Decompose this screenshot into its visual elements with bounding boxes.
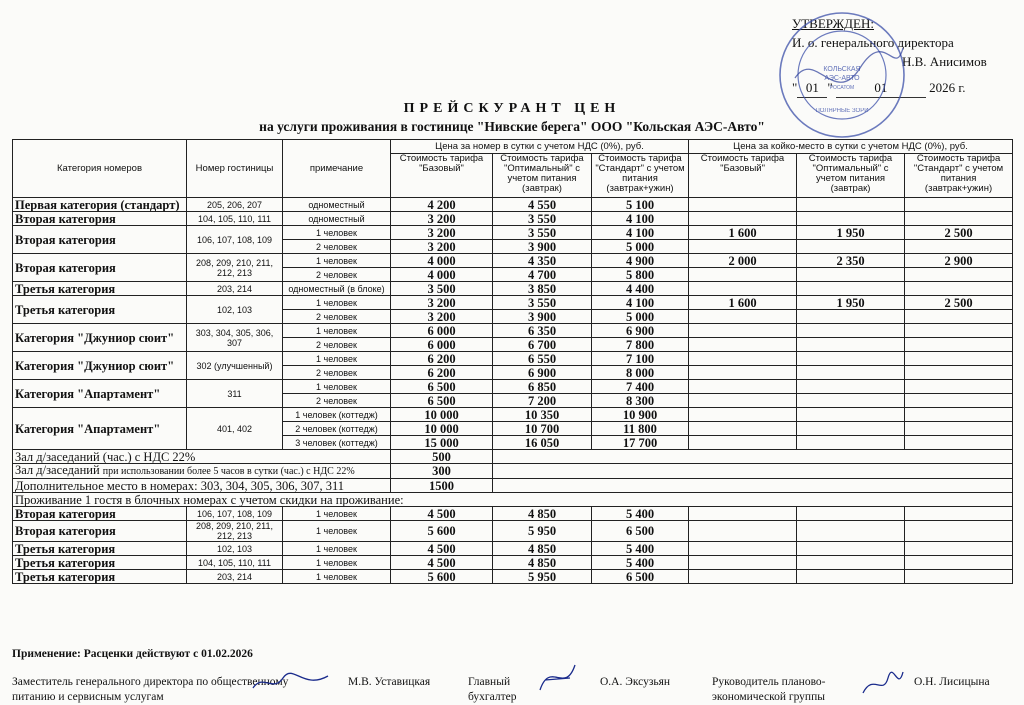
header-base-room: Стоимость тарифа "Базовый" [391, 154, 493, 198]
empty-cell [689, 507, 797, 521]
price-cell: 1 600 [689, 296, 797, 310]
price-cell: 5 600 [391, 570, 493, 584]
header-rooms: Номер гостиницы [187, 140, 283, 198]
price-cell: 6 000 [391, 324, 493, 338]
price-cell: 4 400 [592, 282, 689, 296]
rooms-cell: 106, 107, 108, 109 [187, 226, 283, 254]
note-cell: 1 человек [283, 380, 391, 394]
category-cell: Третья категория [13, 542, 187, 556]
price-cell: 3 900 [493, 310, 592, 324]
header-standard-room: Стоимость тарифа "Стандарт" с учетом питания (завтрак+ужин) [592, 154, 689, 198]
extra-label-text: Дополнительное место в номерах: 303, 304, 305, 306, 307, 311 [15, 478, 344, 493]
note-cell: 1 человек [283, 352, 391, 366]
note-cell: 1 человек [283, 556, 391, 570]
table-row [13, 212, 1013, 226]
note-cell: 3 человек (коттедж) [283, 436, 391, 450]
application-note: Применение: Расценки действуют с 01.02.2026 [12, 648, 253, 660]
note-cell: 2 человек [283, 240, 391, 254]
price-cell: 5 950 [493, 570, 592, 584]
price-cell: 6 500 [391, 394, 493, 408]
price-cell: 4 000 [391, 268, 493, 282]
empty-cell [797, 507, 905, 521]
price-cell: 11 800 [592, 422, 689, 436]
price-cell [689, 282, 797, 296]
price-cell: 5 800 [592, 268, 689, 282]
category-cell: Категория "Джуниор сюит" [13, 352, 187, 380]
price-cell: 2 500 [905, 226, 1013, 240]
price-cell: 1 600 [689, 226, 797, 240]
empty-cell [905, 521, 1013, 542]
price-cell: 5 400 [592, 556, 689, 570]
document-subtitle: на услуги проживания в гостинице "Нивские берега" ООО "Кольская АЭС-Авто" [259, 119, 765, 134]
table-row [13, 198, 1013, 212]
price-cell [797, 282, 905, 296]
price-cell [689, 324, 797, 338]
price-cell: 8 000 [592, 366, 689, 380]
approval-position: И. о. генерального директора [792, 35, 954, 50]
price-cell: 1 950 [797, 296, 905, 310]
block-title: Проживание 1 гостя в блочных номерах с учетом скидки на проживание: [13, 493, 1013, 507]
price-cell [689, 380, 797, 394]
category-cell: Категория "Апартамент" [13, 408, 187, 450]
price-cell: 4 200 [391, 198, 493, 212]
table-row [13, 380, 1013, 394]
extra-label [13, 450, 391, 464]
price-cell: 3 900 [493, 240, 592, 254]
price-cell [797, 380, 905, 394]
price-cell: 6 200 [391, 366, 493, 380]
price-cell [905, 338, 1013, 352]
table-row [13, 282, 1013, 296]
empty-cell [797, 521, 905, 542]
price-cell: 6 700 [493, 338, 592, 352]
category-cell: Третья категория [13, 570, 187, 584]
price-cell [797, 198, 905, 212]
extra-label-detail: при использовании более 5 часов в сутки (час.) с НДС 22% [102, 466, 355, 477]
signature-name-1: М.В. Уставицкая [348, 676, 431, 688]
empty-cell [797, 556, 905, 570]
empty-cell [797, 542, 905, 556]
header-note: примечание [283, 140, 391, 198]
price-cell: 6 850 [493, 380, 592, 394]
header-standard-bed: Стоимость тарифа "Стандарт" с учетом питания (завтрак+ужин) [905, 154, 1013, 198]
price-cell: 1 950 [797, 226, 905, 240]
header-category: Категория номеров [13, 140, 187, 198]
table-row [13, 324, 1013, 338]
category-cell: Вторая категория [13, 254, 187, 282]
price-cell: 2 900 [905, 254, 1013, 268]
note-cell: одноместный [283, 212, 391, 226]
rooms-cell: 102, 103 [187, 542, 283, 556]
price-cell [905, 240, 1013, 254]
note-cell: одноместный (в блоке) [283, 282, 391, 296]
date-month: 01 [836, 78, 926, 98]
header-per-bed: Цена за койко-место в сутки с учетом НДС (0%), руб. [689, 140, 1013, 154]
note-cell: 1 человек (коттедж) [283, 408, 391, 422]
extra-label-text: Зал д/заседаний (час.) с НДС 22% [15, 449, 196, 464]
empty-cell [493, 464, 1013, 479]
price-cell: 4 700 [493, 268, 592, 282]
price-cell [797, 240, 905, 254]
note-cell: 1 человек [283, 521, 391, 542]
price-cell [689, 310, 797, 324]
price-cell [797, 212, 905, 226]
price-cell [689, 240, 797, 254]
price-cell [797, 268, 905, 282]
note-cell: 2 человек [283, 366, 391, 380]
price-cell: 6 500 [592, 570, 689, 584]
header-optimal-room: Стоимость тарифа "Оптимальный" с учетом питания (завтрак) [493, 154, 592, 198]
price-cell [689, 408, 797, 422]
empty-cell [689, 521, 797, 542]
category-cell: Вторая категория [13, 521, 187, 542]
price-cell: 6 500 [592, 521, 689, 542]
price-cell [689, 366, 797, 380]
category-cell: Третья категория [13, 296, 187, 324]
category-cell: Категория "Апартамент" [13, 380, 187, 408]
price-cell: 2 000 [689, 254, 797, 268]
rooms-cell: 203, 214 [187, 570, 283, 584]
header-optimal-bed: Стоимость тарифа "Оптимальный" с учетом питания (завтрак) [797, 154, 905, 198]
price-cell [689, 394, 797, 408]
price-cell [905, 380, 1013, 394]
table-row [13, 296, 1013, 310]
extra-row [13, 464, 1013, 479]
signature-scribble-2 [530, 660, 585, 696]
price-cell: 10 000 [391, 408, 493, 422]
rooms-cell: 203, 214 [187, 282, 283, 296]
empty-cell [905, 507, 1013, 521]
price-cell [905, 366, 1013, 380]
price-cell [905, 282, 1013, 296]
rooms-cell: 205, 206, 207 [187, 198, 283, 212]
rooms-cell: 302 (улучшенный) [187, 352, 283, 380]
price-cell: 10 000 [391, 422, 493, 436]
note-cell: 1 человек [283, 507, 391, 521]
date-year: 2026 г. [929, 80, 966, 95]
empty-cell [797, 570, 905, 584]
note-cell: одноместный [283, 198, 391, 212]
price-cell: 6 550 [493, 352, 592, 366]
empty-cell [689, 570, 797, 584]
price-cell: 5 950 [493, 521, 592, 542]
price-cell: 5 400 [592, 507, 689, 521]
signature-name-3: О.Н. Лисицына [914, 676, 990, 688]
signature-name-2: О.А. Эксузьян [600, 676, 671, 688]
price-cell [797, 394, 905, 408]
price-cell: 15 000 [391, 436, 493, 450]
price-cell: 5 600 [391, 521, 493, 542]
price-cell: 8 300 [592, 394, 689, 408]
note-cell: 2 человек [283, 310, 391, 324]
price-cell: 4 850 [493, 542, 592, 556]
extra-value: 500 [391, 450, 493, 464]
document-title: ПРЕЙСКУРАНТ ЦЕН [403, 101, 621, 116]
category-cell: Вторая категория [13, 212, 187, 226]
price-cell: 4 850 [493, 507, 592, 521]
empty-cell [905, 542, 1013, 556]
price-cell: 6 350 [493, 324, 592, 338]
price-cell [797, 408, 905, 422]
empty-cell [493, 479, 1013, 493]
price-cell: 5 400 [592, 542, 689, 556]
price-cell: 5 000 [592, 240, 689, 254]
note-cell: 1 человек [283, 296, 391, 310]
price-cell [905, 352, 1013, 366]
price-cell [905, 212, 1013, 226]
price-cell: 2 350 [797, 254, 905, 268]
price-cell [797, 436, 905, 450]
price-cell: 3 200 [391, 296, 493, 310]
price-cell: 3 550 [493, 296, 592, 310]
signature-scribble-1 [248, 668, 333, 696]
header-base-bed: Стоимость тарифа "Базовый" [689, 154, 797, 198]
note-cell: 1 человек [283, 542, 391, 556]
price-cell: 2 500 [905, 296, 1013, 310]
category-cell: Вторая категория [13, 507, 187, 521]
rooms-cell: 208, 209, 210, 211, 212, 213 [187, 254, 283, 282]
signature-title-3: Руководитель планово-экономической группы [712, 676, 826, 703]
approval-heading: УТВЕРЖДЕН: [792, 16, 874, 31]
approval-signatory: Н.В. Анисимов [902, 54, 987, 69]
price-cell [689, 422, 797, 436]
price-cell: 4 350 [493, 254, 592, 268]
price-cell: 5 100 [592, 198, 689, 212]
signature-title-1: Заместитель генерального директора по общественному питанию и сервисным услугам [12, 676, 289, 703]
price-cell [689, 352, 797, 366]
category-cell: Категория "Джуниор сюит" [13, 324, 187, 352]
price-cell [797, 338, 905, 352]
svg-text:РОСАТОМ: РОСАТОМ [829, 85, 855, 91]
price-cell: 3 200 [391, 226, 493, 240]
category-cell: Первая категория (стандарт) [13, 198, 187, 212]
price-cell: 7 400 [592, 380, 689, 394]
price-cell: 4 000 [391, 254, 493, 268]
category-cell: Третья категория [13, 282, 187, 296]
price-cell [797, 324, 905, 338]
price-cell [689, 198, 797, 212]
table-row [13, 570, 1013, 584]
price-cell [905, 324, 1013, 338]
date-day: 01 [797, 78, 827, 98]
table-row [13, 507, 1013, 521]
empty-cell [905, 556, 1013, 570]
price-cell [689, 338, 797, 352]
price-cell: 5 000 [592, 310, 689, 324]
svg-text:ПОЛЯРНЫЕ ЗОРИ: ПОЛЯРНЫЕ ЗОРИ [815, 108, 869, 114]
empty-cell [493, 450, 1013, 464]
price-cell: 6 500 [391, 380, 493, 394]
price-cell: 3 550 [493, 212, 592, 226]
price-cell: 4 100 [592, 296, 689, 310]
price-cell: 3 200 [391, 310, 493, 324]
rooms-cell: 104, 105, 110, 111 [187, 556, 283, 570]
price-cell: 6 900 [592, 324, 689, 338]
rooms-cell: 303, 304, 305, 306, 307 [187, 324, 283, 352]
table-row [13, 521, 1013, 542]
price-cell [689, 436, 797, 450]
price-cell [797, 310, 905, 324]
category-cell: Вторая категория [13, 226, 187, 254]
price-cell: 4 500 [391, 507, 493, 521]
price-cell: 3 200 [391, 240, 493, 254]
price-cell: 3 200 [391, 212, 493, 226]
rooms-cell: 208, 209, 210, 211, 212, 213 [187, 521, 283, 542]
empty-cell [689, 556, 797, 570]
price-cell: 6 900 [493, 366, 592, 380]
price-cell: 7 100 [592, 352, 689, 366]
note-cell: 1 человек [283, 570, 391, 584]
price-cell [689, 212, 797, 226]
note-cell: 2 человек [283, 394, 391, 408]
price-cell: 4 850 [493, 556, 592, 570]
table-row [13, 542, 1013, 556]
signature-scribble-3 [858, 668, 908, 698]
price-cell: 10 900 [592, 408, 689, 422]
price-cell: 7 800 [592, 338, 689, 352]
price-cell [905, 310, 1013, 324]
price-cell [905, 408, 1013, 422]
table-row [13, 226, 1013, 240]
category-cell: Третья категория [13, 556, 187, 570]
extra-row [13, 450, 1013, 464]
note-cell: 1 человек [283, 254, 391, 268]
empty-cell [689, 542, 797, 556]
price-cell [905, 268, 1013, 282]
extra-value: 300 [391, 464, 493, 479]
extra-label [13, 464, 391, 479]
table-row [13, 408, 1013, 422]
price-cell: 16 050 [493, 436, 592, 450]
block-title-row [13, 493, 1013, 507]
price-cell: 10 700 [493, 422, 592, 436]
empty-cell [905, 570, 1013, 584]
signature-title-2: Главный бухгалтер [468, 676, 517, 703]
svg-text:АЭС-АВТО: АЭС-АВТО [824, 75, 860, 82]
note-cell: 2 человек (коттедж) [283, 422, 391, 436]
price-cell: 7 200 [493, 394, 592, 408]
price-cell: 4 100 [592, 212, 689, 226]
note-cell: 1 человек [283, 226, 391, 240]
note-cell: 1 человек [283, 324, 391, 338]
price-cell: 4 500 [391, 556, 493, 570]
rooms-cell: 106, 107, 108, 109 [187, 507, 283, 521]
price-cell [905, 198, 1013, 212]
rooms-cell: 102, 103 [187, 296, 283, 324]
price-cell [689, 268, 797, 282]
header-per-room: Цена за номер в сутки с учетом НДС (0%), руб. [391, 140, 689, 154]
extra-label-text: Зал д/заседаний [15, 463, 103, 477]
table-row [13, 556, 1013, 570]
table-row [13, 254, 1013, 268]
price-cell: 3 850 [493, 282, 592, 296]
price-cell [905, 394, 1013, 408]
note-cell: 2 человек [283, 268, 391, 282]
price-cell: 10 350 [493, 408, 592, 422]
price-cell: 4 500 [391, 542, 493, 556]
extra-value: 1500 [391, 479, 493, 493]
price-cell [797, 422, 905, 436]
approval-date: " 01 " 01 2026 г. [792, 78, 1002, 98]
price-cell: 3 550 [493, 226, 592, 240]
table-row [13, 352, 1013, 366]
price-cell: 6 200 [391, 352, 493, 366]
price-cell [905, 436, 1013, 450]
note-cell: 2 человек [283, 338, 391, 352]
price-cell: 6 000 [391, 338, 493, 352]
price-table [12, 139, 1013, 584]
price-cell: 4 100 [592, 226, 689, 240]
extra-row [13, 479, 1013, 493]
price-cell [797, 366, 905, 380]
svg-text:КОЛЬСКАЯ: КОЛЬСКАЯ [823, 66, 861, 73]
price-cell [905, 422, 1013, 436]
price-cell [797, 352, 905, 366]
price-cell: 17 700 [592, 436, 689, 450]
rooms-cell: 104, 105, 110, 111 [187, 212, 283, 226]
price-cell: 4 900 [592, 254, 689, 268]
extra-label [13, 479, 391, 493]
rooms-cell: 311 [187, 380, 283, 408]
price-cell: 4 550 [493, 198, 592, 212]
rooms-cell: 401, 402 [187, 408, 283, 450]
price-cell: 3 500 [391, 282, 493, 296]
